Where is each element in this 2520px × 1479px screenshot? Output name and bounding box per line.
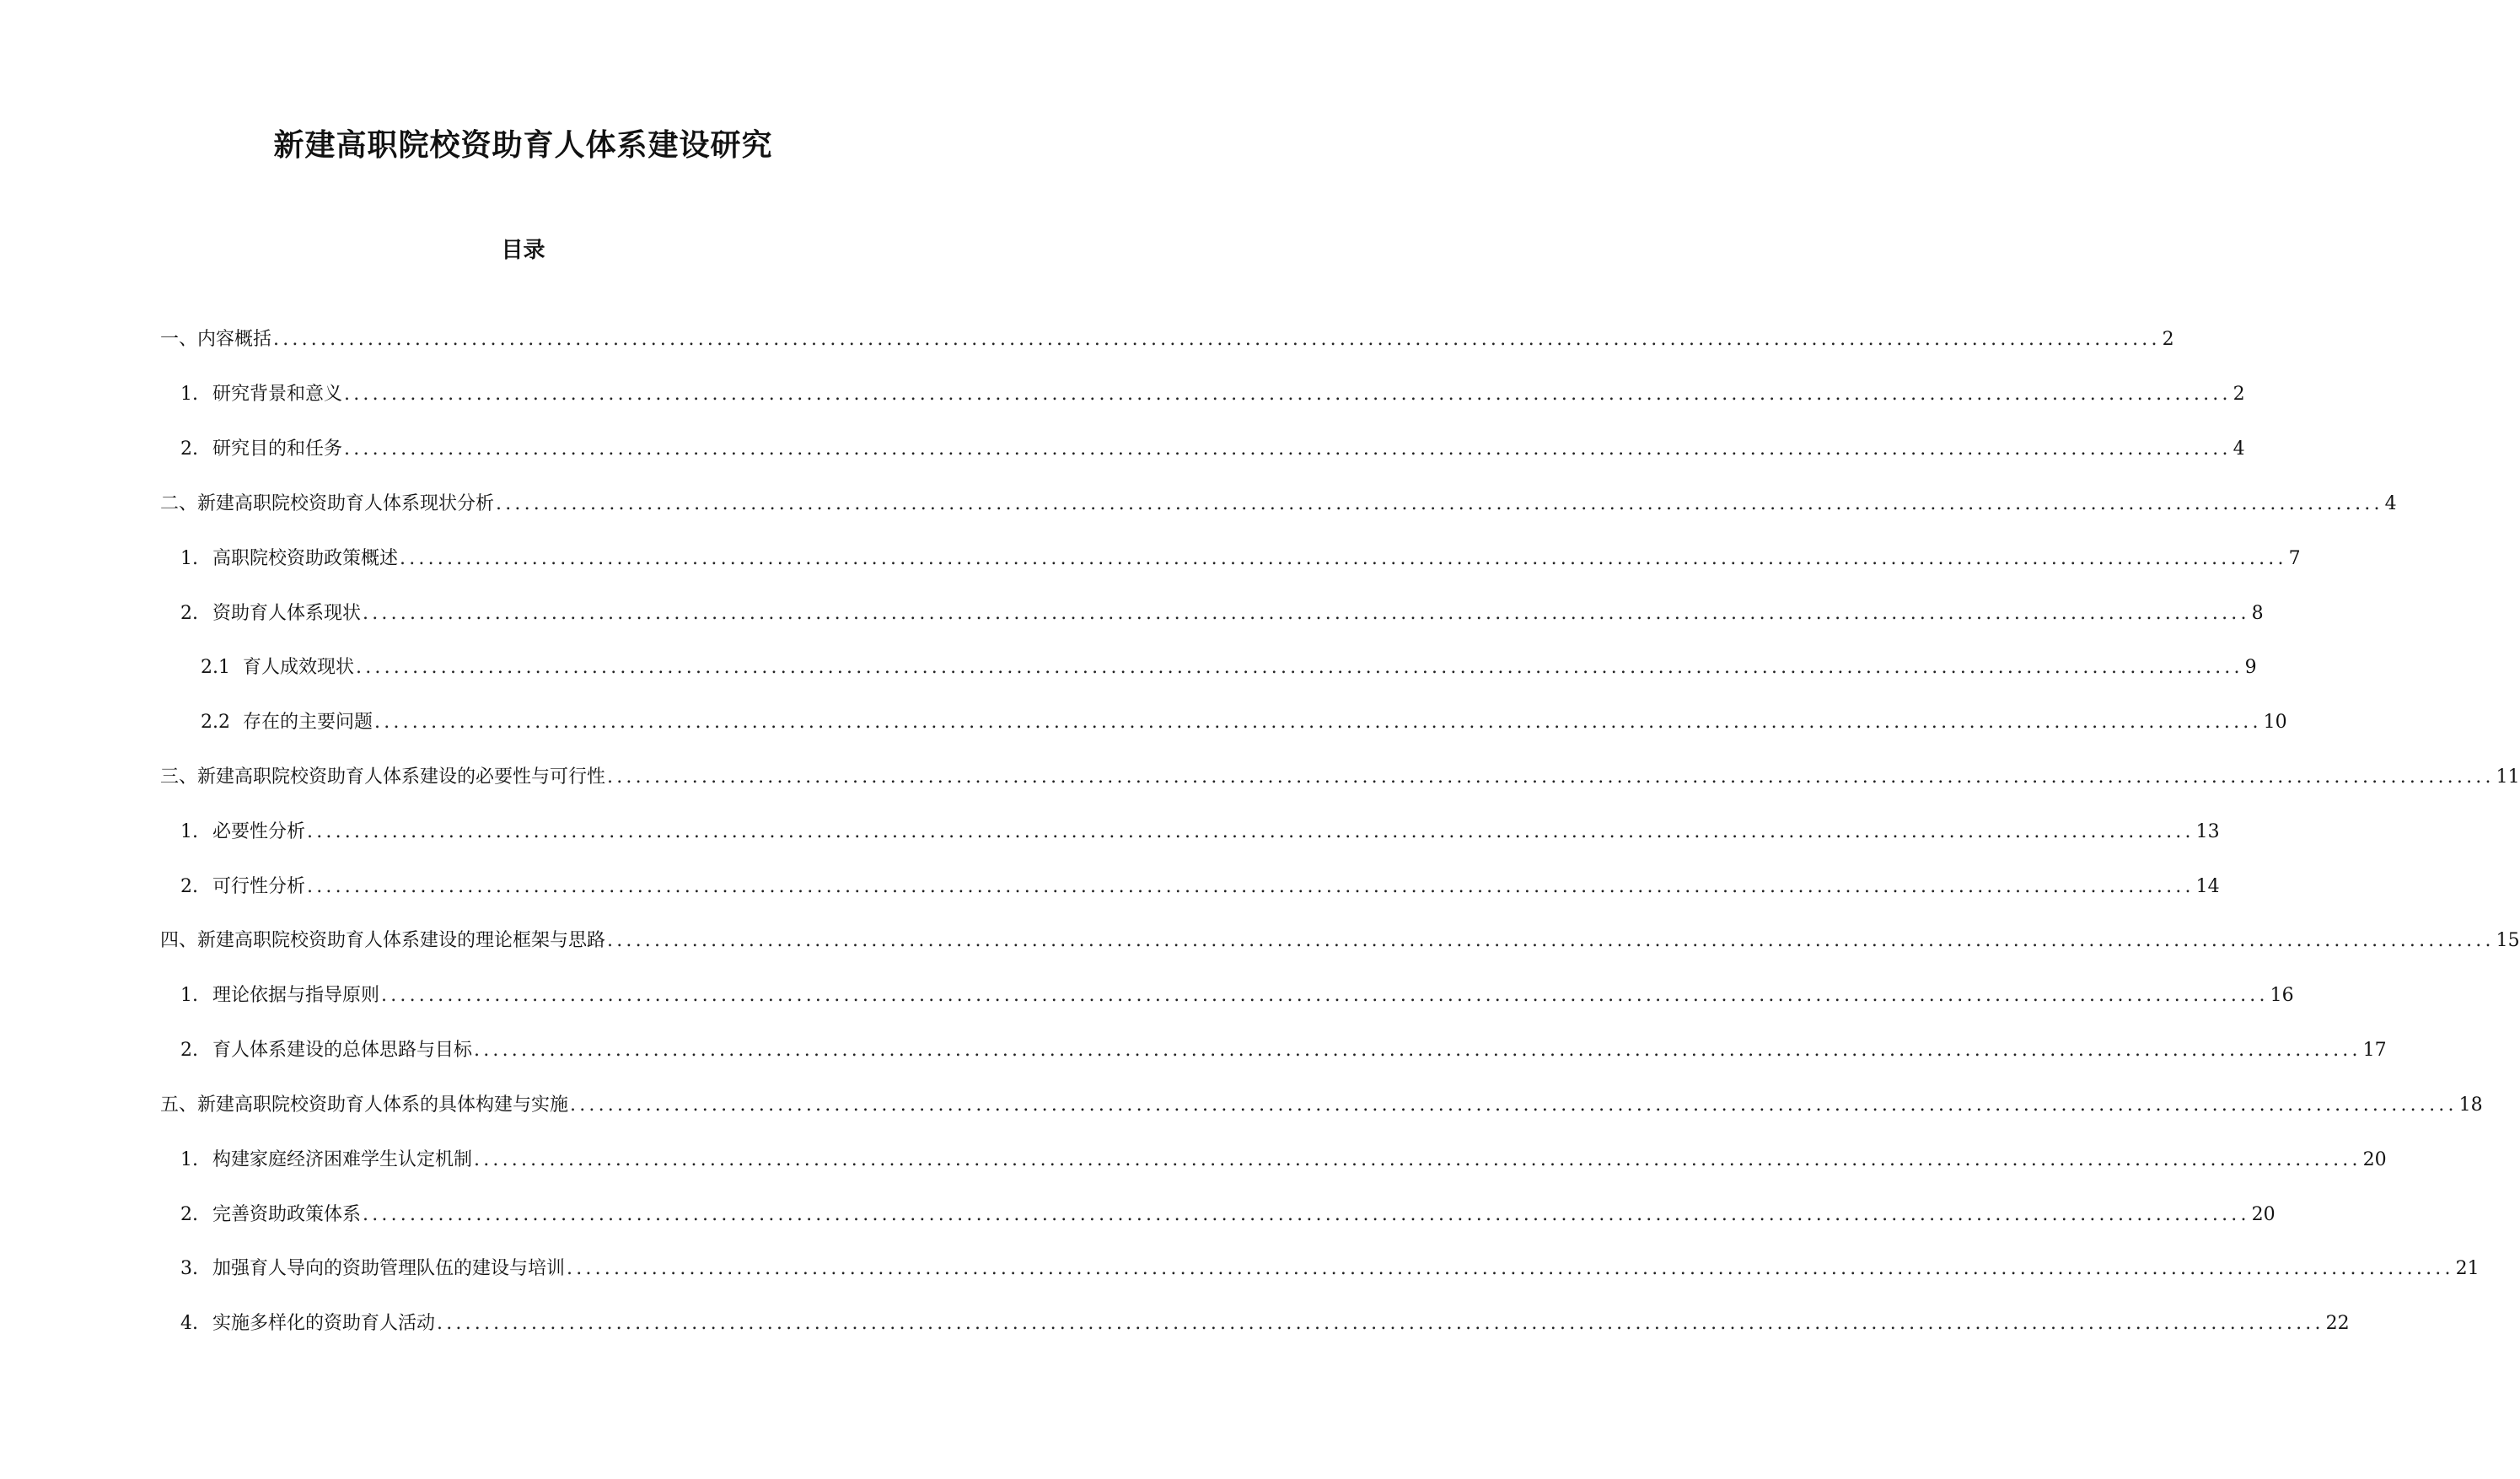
toc-entry-title: 资助育人体系现状	[212, 603, 362, 624]
toc-entry-title: 三、新建高职院校资助育人体系建设的必要性与可行性	[160, 766, 606, 788]
toc-leader-dots: ........................................................................................................................................................................................................	[363, 1204, 2250, 1225]
toc-leader-dots: ........................................................................................................................................................................................................	[474, 1040, 2361, 1061]
toc-entry-title: 加强育人导向的资助管理队伍的建设与培训	[212, 1258, 566, 1279]
toc-entry-title: 育人体系建设的总体思路与目标	[212, 1040, 473, 1061]
toc-entry-title: 二、新建高职院校资助育人体系现状分析	[160, 493, 495, 514]
toc-entry-number: 1.	[180, 548, 198, 569]
toc-entry-title: 一、内容概括	[160, 329, 272, 350]
toc-entry[interactable]	[160, 927, 2520, 955]
toc-entry[interactable]	[180, 600, 2264, 628]
toc-page-number: 22	[2325, 1313, 2350, 1334]
toc-entry[interactable]	[180, 818, 2220, 847]
toc-page-number: 7	[2288, 548, 2301, 569]
toc-leader-dots: ........................................................................................................................................................................................................	[381, 985, 2269, 1006]
toc-entry-number: 2.	[180, 603, 198, 624]
toc-entry-number: 1.	[180, 985, 198, 1006]
toc-entry-number: 3.	[180, 1258, 198, 1279]
toc-entry-title: 研究背景和意义	[212, 384, 343, 405]
toc-page-number: 2	[2162, 329, 2174, 350]
toc-entry[interactable]	[201, 708, 2287, 737]
toc-page-number: 2	[2233, 384, 2245, 405]
toc-entry-title: 实施多样化的资助育人活动	[212, 1313, 436, 1334]
toc-entry[interactable]	[180, 545, 2301, 573]
toc-entry[interactable]	[180, 380, 2245, 409]
toc-leader-dots: ........................................................................................................................................................................................................	[344, 384, 2232, 405]
toc-page-number: 21	[2455, 1258, 2480, 1279]
toc-leader-dots: ........................................................................................................................................................................................................	[496, 493, 2383, 514]
toc-entry-title: 可行性分析	[212, 876, 306, 897]
toc-leader-dots: ........................................................................................................................................................................................................	[437, 1313, 2324, 1334]
toc-leader-dots: ........................................................................................................................................................................................................	[607, 766, 2495, 788]
toc-entry-title: 高职院校资助政策概述	[212, 548, 399, 569]
toc-page-number: 17	[2362, 1040, 2387, 1061]
toc-leader-dots: ........................................................................................................................................................................................................	[273, 329, 2161, 350]
toc-leader-dots: ........................................................................................................................................................................................................	[363, 603, 2250, 624]
toc-leader-dots: ........................................................................................................................................................................................................	[474, 1149, 2361, 1170]
toc-entry-number: 2.	[180, 1040, 198, 1061]
toc-entry-number: 1.	[180, 1149, 198, 1170]
toc-leader-dots: ........................................................................................................................................................................................................	[374, 712, 2262, 733]
toc-leader-dots: ........................................................................................................................................................................................................	[607, 930, 2495, 951]
toc-leader-dots: ........................................................................................................................................................................................................	[307, 876, 2195, 897]
toc-leader-dots: ........................................................................................................................................................................................................	[570, 1094, 2458, 1116]
toc-entry-title: 必要性分析	[212, 821, 306, 842]
toc-entry[interactable]	[180, 1146, 2387, 1175]
toc-entry[interactable]	[180, 1255, 2480, 1283]
toc-page-number: 20	[2362, 1149, 2387, 1170]
toc-page-number: 10	[2263, 712, 2287, 733]
toc-entry[interactable]	[160, 763, 2520, 792]
toc-page-number: 8	[2251, 603, 2264, 624]
toc-leader-dots: ........................................................................................................................................................................................................	[307, 821, 2195, 842]
toc-entry[interactable]	[201, 653, 2257, 682]
toc-page-number: 18	[2458, 1094, 2483, 1116]
toc-page-number: 4	[2233, 438, 2245, 460]
document-title: 新建高职院校资助育人体系建设研究	[273, 127, 773, 163]
toc-entry[interactable]	[160, 325, 2174, 354]
toc-entry-number: 2.	[180, 438, 198, 460]
toc-entry-title: 构建家庭经济困难学生认定机制	[212, 1149, 473, 1170]
toc-page-number: 4	[2384, 493, 2397, 514]
toc-entry-title: 四、新建高职院校资助育人体系建设的理论框架与思路	[160, 930, 606, 951]
toc-page-number: 13	[2195, 821, 2220, 842]
toc-entry-title: 完善资助政策体系	[212, 1204, 362, 1225]
toc-entry-number: 1.	[180, 384, 198, 405]
toc-entry[interactable]	[180, 1036, 2387, 1065]
toc-entry-title: 理论依据与指导原则	[212, 985, 380, 1006]
toc-entry-number: 4.	[180, 1313, 198, 1334]
toc-entry-number: 2.	[180, 1204, 198, 1225]
toc-page-number: 9	[2244, 657, 2257, 678]
toc-entry[interactable]	[160, 490, 2397, 519]
toc-page-number: 20	[2251, 1204, 2276, 1225]
toc-entry-number: 1.	[180, 821, 198, 842]
toc-entry[interactable]	[180, 982, 2294, 1010]
toc-page-number: 11	[2496, 766, 2520, 788]
toc-entry-title: 育人成效现状	[243, 657, 355, 678]
toc-entry[interactable]	[180, 873, 2220, 901]
toc-entry-number: 2.1	[201, 657, 230, 678]
toc-heading: 目录	[501, 238, 545, 263]
toc-entry[interactable]	[180, 1310, 2350, 1338]
toc-entry-number: 2.2	[201, 712, 230, 733]
toc-leader-dots: ........................................................................................................................................................................................................	[344, 438, 2232, 460]
toc-entry[interactable]	[180, 1201, 2276, 1229]
toc-entry[interactable]	[180, 435, 2245, 464]
toc-entry-title: 五、新建高职院校资助育人体系的具体构建与实施	[160, 1094, 569, 1116]
toc-entry-number: 2.	[180, 876, 198, 897]
toc-leader-dots: ........................................................................................................................................................................................................	[400, 548, 2287, 569]
toc-leader-dots: ........................................................................................................................................................................................................	[356, 657, 2243, 678]
toc-page-number: 15	[2496, 930, 2520, 951]
toc-page-number: 16	[2270, 985, 2294, 1006]
toc-leader-dots: ........................................................................................................................................................................................................	[567, 1258, 2454, 1279]
toc-entry-title: 研究目的和任务	[212, 438, 343, 460]
toc-entry-title: 存在的主要问题	[243, 712, 373, 733]
toc-page-number: 14	[2195, 876, 2220, 897]
toc-entry[interactable]	[160, 1091, 2483, 1120]
